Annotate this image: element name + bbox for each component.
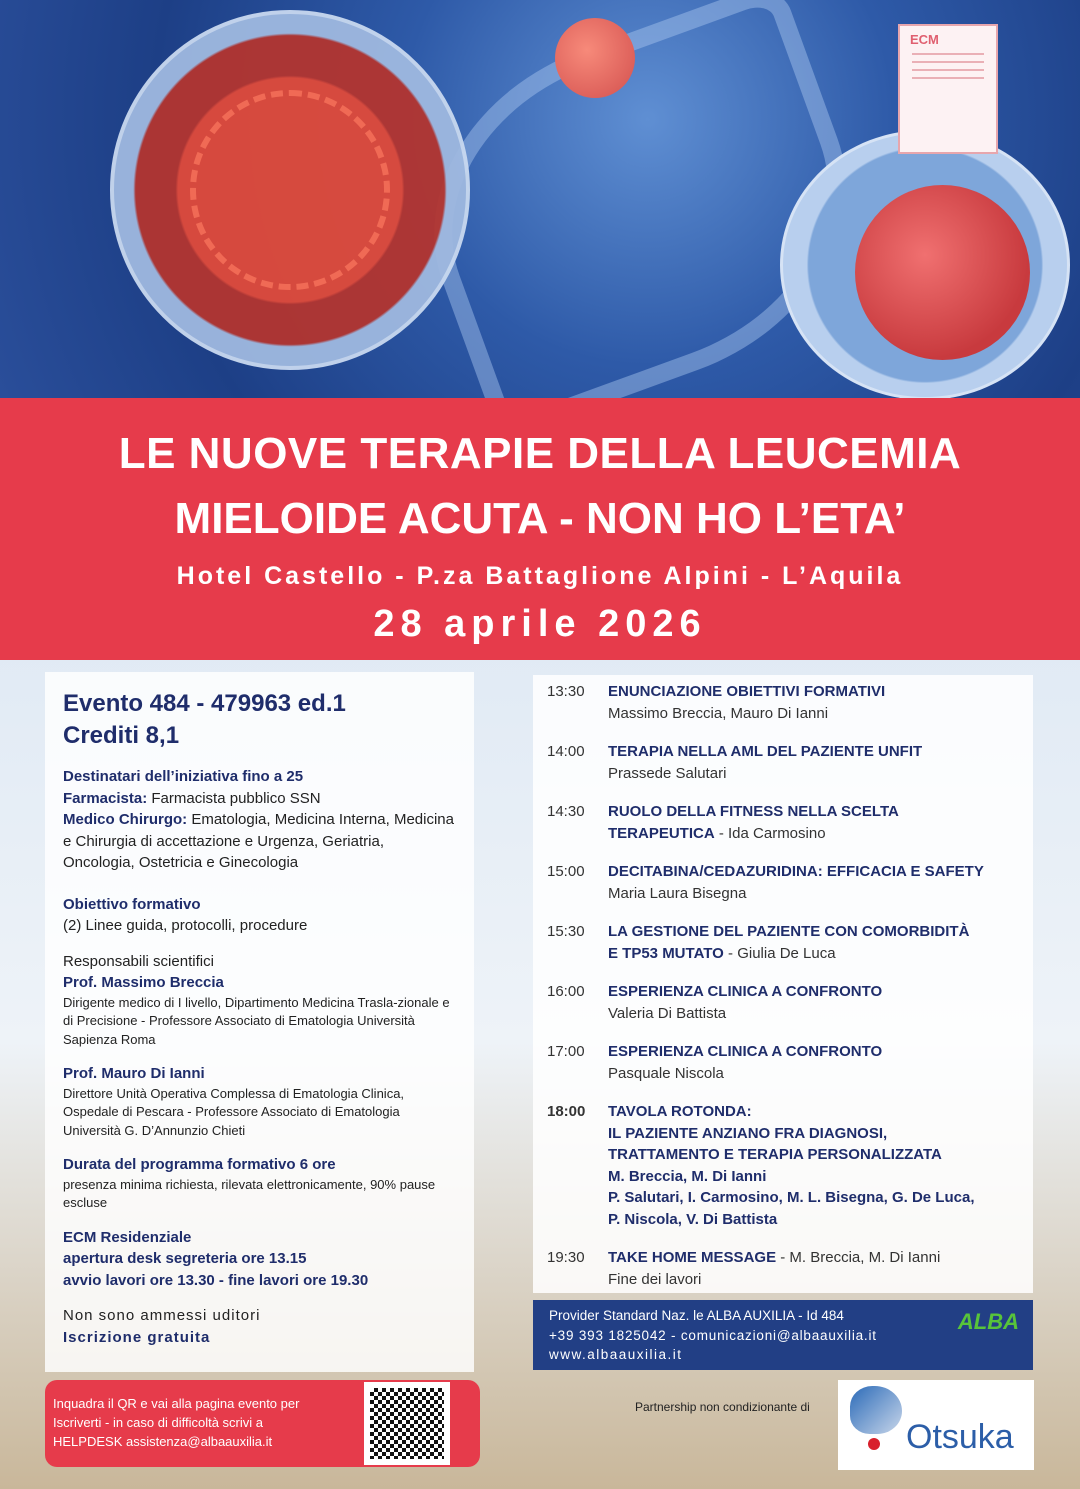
no-listeners: Non sono ammessi uditori	[63, 1307, 261, 1324]
schedule-title: LA GESTIONE DEL PAZIENTE CON COMORBIDITÀ	[608, 923, 970, 940]
schedule-title: M. Breccia, M. Di Ianni	[608, 1167, 767, 1185]
ecm-title: ECM Residenziale	[63, 1228, 192, 1246]
schedule-speaker: Pasquale Niscola	[608, 1064, 724, 1082]
duration-title: Durata del programma formativo 6 ore	[63, 1156, 336, 1173]
objective-text: (2) Linee guida, protocolli, procedure	[63, 917, 308, 934]
duration-text: presenza minima richiesta, rilevata elettronicamente, 90% pause escluse	[63, 1176, 436, 1210]
schedule-speaker: - Ida Carmosino	[714, 824, 826, 842]
venue: Hotel Castello - P.za Battaglione Alpini - L’Aquila	[176, 562, 904, 590]
event-code: Evento 484 - 479963 ed.1	[63, 690, 346, 717]
provider-contacts[interactable]: +39 393 1825042 - comunicazioni@albaauxilia.it	[549, 1327, 877, 1343]
schedule-time: 14:30	[547, 803, 585, 820]
qr-code[interactable]	[364, 1382, 450, 1465]
schedule-title: ESPERIENZA CLINICA A CONFRONTO	[608, 1043, 883, 1060]
alba-auxilia-logo: ALBA	[957, 1309, 1019, 1334]
schedule-item	[547, 681, 1019, 741]
schedule-title: ESPERIENZA CLINICA A CONFRONTO	[608, 983, 883, 1000]
schedule-speaker: Valeria Di Battista	[608, 1004, 727, 1022]
title-band	[0, 398, 1080, 660]
cell-pattern	[190, 90, 390, 290]
schedule-item	[547, 981, 1019, 1041]
credits: Crediti 8,1	[63, 722, 180, 749]
schedule-speaker: Massimo Breccia, Mauro Di Ianni	[608, 704, 829, 722]
ecm-certificate-icon	[898, 24, 998, 154]
schedule-speaker: - Giulia De Luca	[723, 944, 836, 962]
title-line1: LE NUOVE TERAPIE DELLA LEUCEMIA	[118, 429, 962, 478]
otsuka-logo	[838, 1380, 1034, 1470]
resp1-desc: Dirigente medico di I livello, Dipartimento Medicina Trasla-zionale e di Precisione - Professore Associato di Ematologia Università Sapienza Roma	[63, 994, 450, 1047]
schedule-title: TERAPIA NELLA AML DEL PAZIENTE UNFIT	[608, 743, 923, 760]
schedule-title: RUOLO DELLA FITNESS NELLA SCELTA	[608, 803, 899, 820]
ecm-hours: avvio lavori ore 13.30 - fine lavori ore 19.30	[63, 1271, 369, 1289]
qr-text2: Iscriverti - in caso di difficoltà scrivi a	[53, 1415, 263, 1430]
qr-text3[interactable]: HELPDESK assistenza@albaauxilia.it	[53, 1434, 273, 1449]
schedule-title: ENUNCIAZIONE OBIETTIVI FORMATIVI	[608, 683, 886, 700]
red-cell	[855, 185, 1030, 360]
resp2-name: Prof. Mauro Di Ianni	[63, 1065, 205, 1082]
pharm-label: Farmacista:	[63, 789, 148, 807]
schedule-time: 14:00	[547, 743, 585, 760]
schedule-time: 16:00	[547, 983, 585, 1000]
schedule-item	[547, 1041, 1019, 1101]
schedule-item	[547, 801, 1019, 861]
schedule-item	[547, 741, 1019, 801]
hero-image	[0, 0, 1080, 398]
schedule-time: 17:00	[547, 1043, 585, 1060]
resp1-name: Prof. Massimo Breccia	[63, 974, 224, 991]
schedule-time: 19:30	[547, 1249, 585, 1266]
schedule-speaker: - M. Breccia, M. Di Ianni	[776, 1249, 941, 1266]
free-registration: Iscrizione gratuita	[63, 1328, 211, 1346]
qr-text1: Inquadra il QR e vai alla pagina evento per	[53, 1396, 300, 1411]
schedule-speaker: Prassede Salutari	[608, 764, 727, 782]
schedule-title: TERAPEUTICA	[608, 824, 715, 842]
med-label: Medico Chirurgo:	[63, 811, 188, 828]
schedule-title: E TP53 MUTATO	[608, 944, 724, 962]
pharm-text: Farmacista pubblico SSN	[147, 789, 321, 807]
objective-title: Obiettivo formativo	[63, 895, 201, 913]
schedule-time: 13:30	[547, 683, 585, 700]
schedule-title: DECITABINA/CEDAZURIDINA: EFFICACIA E SAFETY	[608, 863, 984, 880]
schedule-item	[547, 921, 1019, 981]
schedule-time: 15:00	[547, 863, 585, 880]
schedule-title: TAKE HOME MESSAGE	[608, 1249, 777, 1266]
provider-box	[533, 1300, 1033, 1370]
sponsor-label: Partnership non condizionante di	[635, 1400, 810, 1414]
audience-title: Destinatari dell’iniziativa fino a 25	[63, 768, 304, 785]
schedule-item	[547, 861, 1019, 921]
sponsor-name: Otsuka	[906, 1418, 1014, 1456]
schedule-title: P. Niscola, V. Di Battista	[608, 1210, 778, 1228]
schedule-title: IL PAZIENTE ANZIANO FRA DIAGNOSI,	[608, 1124, 888, 1142]
qr-box	[45, 1380, 480, 1467]
resp2-desc: Direttore Unità Operativa Complessa di Ematologia Clinica, Ospedale di Pescara - Professore Associato di Ematologia Università G. D’Annunzio Chieti	[63, 1085, 405, 1138]
provider-website[interactable]: www.albaauxilia.it	[549, 1347, 683, 1362]
provider-line1: Provider Standard Naz. le ALBA AUXILIA - Id 484	[549, 1308, 844, 1323]
title-line2: MIELOIDE ACUTA - NON HO L’ETA’	[174, 494, 906, 543]
schedule-title: TAVOLA ROTONDA:	[608, 1103, 752, 1120]
small-cell	[555, 18, 635, 98]
schedule-time: 18:00	[547, 1103, 586, 1120]
med-text: Ematologia, Medicina Interna, Medicina e Chirurgia di accettazione e Urgenza, Geriatria, Oncologia, Ostetricia e Ginecologia	[63, 811, 454, 871]
event-date: 28 aprile 2026	[373, 603, 707, 645]
schedule-speaker: Fine dei lavori	[608, 1270, 702, 1288]
schedule-title: P. Salutari, I. Carmosino, M. L. Bisegna, G. De Luca,	[608, 1189, 975, 1206]
ecm-desk: apertura desk segreteria ore 13.15	[63, 1250, 307, 1267]
info-panel	[45, 672, 474, 1372]
ecm-badge: ECM	[910, 32, 939, 47]
schedule-speaker: Maria Laura Bisegna	[608, 884, 747, 902]
schedule-time: 15:30	[547, 923, 585, 940]
schedule-item	[547, 1247, 1019, 1307]
schedule-item	[547, 1101, 1019, 1247]
schedule-panel	[533, 675, 1033, 1293]
resp-title: Responsabili scientifici	[63, 952, 214, 970]
schedule-title: TRATTAMENTO E TERAPIA PERSONALIZZATA	[608, 1146, 942, 1163]
